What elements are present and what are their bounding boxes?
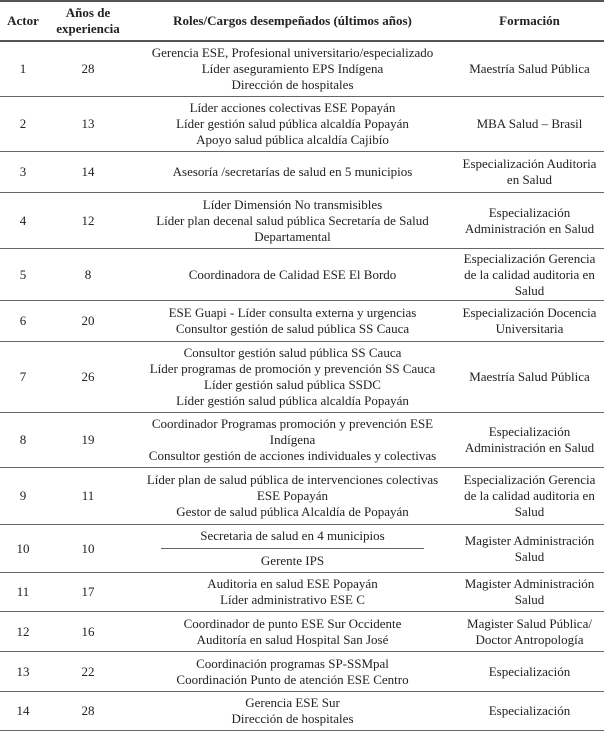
roles-list	[132, 195, 453, 247]
table-row	[0, 692, 604, 731]
formacion-line: en Salud	[506, 172, 553, 187]
formacion-cell	[455, 152, 604, 193]
formacion-line: Especialización	[488, 703, 571, 718]
role-line: Auditoria en salud ESE Popayán	[207, 576, 378, 591]
roles-cell	[130, 301, 455, 342]
role-line: Líder Dimensión No transmisibles	[202, 196, 383, 212]
years-cell: 28	[81, 61, 95, 76]
role-line: Asesoría /secretarías de salud en 5 municipios	[172, 164, 413, 179]
role-line: Coordinación programas SP-SSMpal	[196, 655, 389, 671]
roles-group	[132, 265, 453, 285]
formacion-line: Magister Administración	[464, 576, 595, 591]
formacion-line: Maestría Salud Pública	[469, 369, 590, 384]
roles-cell	[130, 249, 455, 301]
table-row	[0, 342, 604, 413]
roles-list	[132, 654, 453, 690]
formacion-line: Especialización	[488, 663, 571, 679]
roles-list	[132, 614, 453, 650]
years-cell: 28	[81, 703, 95, 718]
table-row	[0, 97, 604, 152]
actor-cell: 12	[16, 623, 30, 639]
role-line: Coordinador Programas promoción y prevención ESE	[151, 416, 434, 431]
table-row	[0, 413, 604, 468]
formacion-cell	[455, 342, 604, 413]
roles-cell	[130, 525, 455, 573]
role-line: Dirección de hospitales	[231, 711, 354, 726]
formacion-line: Doctor Antropología	[475, 631, 584, 647]
actor-cell: 9	[19, 488, 27, 503]
formacion-cell	[455, 41, 604, 97]
header-years: Años de experiencia	[56, 5, 120, 36]
formacion-line: Especialización Gerencia	[463, 472, 596, 487]
table-row	[0, 573, 604, 612]
formacion-line: Maestría Salud Pública	[469, 61, 590, 76]
role-line: ESE Popayán	[256, 488, 329, 503]
table-row	[0, 152, 604, 193]
formacion-cell	[455, 249, 604, 301]
role-line: Líder programas de promoción y prevención SS Cauca	[149, 361, 436, 376]
roles-cell	[130, 97, 455, 152]
role-line: Líder plan decenal salud pública Secretaría de Salud	[156, 212, 429, 228]
roles-group	[132, 470, 453, 522]
roles-cell	[130, 193, 455, 249]
header-actor: Actor	[7, 13, 39, 28]
role-line: Líder plan de salud pública de intervenciones colectivas	[146, 472, 439, 487]
formacion-line: de la calidad auditoria en	[464, 488, 595, 503]
formacion-cell	[455, 612, 604, 652]
table-row	[0, 301, 604, 342]
formacion-line: Especialización Gerencia	[463, 250, 596, 266]
actor-cell: 13	[16, 663, 30, 679]
actor-cell: 2	[19, 116, 27, 131]
roles-group	[132, 551, 453, 571]
role-line: Gerente IPS	[260, 553, 325, 568]
roles-group	[132, 43, 453, 95]
years-cell: 8	[84, 266, 92, 282]
formacion-line: Salud	[514, 592, 545, 607]
years-cell: 17	[81, 584, 95, 599]
roles-cell	[130, 41, 455, 97]
formacion-cell	[455, 573, 604, 612]
roles-list	[132, 693, 453, 729]
roles-group	[132, 614, 453, 650]
actor-cell: 14	[16, 703, 30, 718]
role-line: Departamental	[254, 228, 331, 244]
roles-list	[132, 265, 453, 285]
formacion-cell	[455, 652, 604, 692]
formacion-line: Administración en Salud	[464, 440, 595, 455]
roles-list	[132, 343, 453, 411]
actor-cell: 3	[19, 164, 27, 179]
roles-divider	[161, 548, 424, 549]
role-line: Indígena	[269, 432, 316, 447]
years-cell: 26	[81, 369, 95, 384]
formacion-line: Magister Salud Pública/	[467, 615, 592, 631]
roles-cell	[130, 652, 455, 692]
table-row	[0, 468, 604, 525]
roles-list	[132, 303, 453, 339]
formacion-line: Especialización Auditoria	[462, 156, 597, 171]
roles-group	[132, 343, 453, 411]
years-cell: 19	[81, 432, 95, 447]
actor-cell: 10	[16, 540, 30, 556]
roles-group	[132, 654, 453, 690]
formacion-line: MBA Salud – Brasil	[476, 116, 583, 131]
role-line: Coordinadora de Calidad ESE El Bordo	[188, 266, 397, 282]
roles-cell	[130, 413, 455, 468]
roles-list	[132, 526, 453, 571]
formacion-line: Salud	[514, 504, 545, 519]
role-line: Consultor gestión de salud pública SS Cauca	[175, 321, 410, 336]
actor-cell: 1	[19, 61, 27, 76]
roles-cell	[130, 612, 455, 652]
actor-cell: 7	[19, 369, 27, 384]
roles-list	[132, 162, 453, 182]
role-line: Líder gestión salud pública SSDC	[204, 377, 381, 392]
roles-list	[132, 43, 453, 95]
actor-cell: 8	[19, 432, 27, 447]
role-line: Líder gestión salud pública alcaldía Popayán	[176, 116, 409, 131]
role-line: Auditoría en salud Hospital San José	[196, 631, 389, 647]
formacion-line: Especialización Docencia	[462, 305, 597, 320]
table-body	[0, 41, 604, 731]
table-row	[0, 612, 604, 652]
roles-cell	[130, 573, 455, 612]
roles-cell	[130, 342, 455, 413]
years-cell: 13	[81, 116, 95, 131]
roles-group	[132, 693, 453, 729]
actor-cell: 5	[19, 266, 27, 282]
role-line: Secretaria de salud en 4 municipios	[200, 528, 385, 543]
role-line: Gestor de salud pública Alcaldía de Popayán	[176, 504, 409, 519]
header-row	[0, 1, 604, 41]
table-row	[0, 193, 604, 249]
formacion-cell	[455, 301, 604, 342]
formacion-line: Universitaria	[495, 321, 564, 336]
table-row	[0, 41, 604, 97]
roles-group	[132, 162, 453, 182]
formacion-cell	[455, 97, 604, 152]
role-line: Líder aseguramiento EPS Indígena	[201, 61, 384, 76]
formacion-line: Especialización	[488, 204, 571, 220]
formacion-line: Administración en Salud	[464, 220, 595, 236]
table-header	[0, 1, 604, 41]
actor-cell: 6	[19, 313, 27, 328]
role-line: Gerencia ESE, Profesional universitario/especializado	[151, 45, 434, 60]
roles-cell	[130, 692, 455, 731]
table-row	[0, 525, 604, 573]
role-line: Apoyo salud pública alcaldía Cajibío	[196, 132, 389, 147]
roles-list	[132, 414, 453, 466]
years-cell: 16	[81, 623, 95, 639]
roles-group	[132, 526, 453, 546]
header-roles: Roles/Cargos desempeñados (últimos años)	[173, 13, 412, 28]
actor-cell: 4	[19, 212, 27, 228]
formacion-line: Especialización	[488, 424, 571, 439]
years-cell: 10	[81, 540, 95, 556]
formacion-line: Salud	[514, 282, 545, 298]
role-line: Líder administrativo ESE C	[220, 592, 365, 607]
formacion-cell	[455, 193, 604, 249]
roles-group	[132, 574, 453, 610]
roles-group	[132, 303, 453, 339]
years-cell: 11	[81, 488, 95, 503]
formacion-line: de la calidad auditoria en	[464, 266, 595, 282]
formacion-cell	[455, 525, 604, 573]
formacion-line: Salud	[514, 548, 545, 564]
years-cell: 14	[81, 164, 95, 179]
role-line: Gerencia ESE Sur	[245, 695, 340, 710]
table-row	[0, 652, 604, 692]
role-line: Líder gestión salud pública alcaldía Popayán	[176, 393, 409, 408]
years-cell: 22	[81, 663, 95, 679]
role-line: Coordinación Punto de atención ESE Centro	[176, 671, 409, 687]
roles-cell	[130, 468, 455, 525]
role-line: Líder acciones colectivas ESE Popayán	[189, 100, 396, 115]
role-line: Dirección de hospitales	[231, 77, 354, 92]
header-formacion: Formación	[499, 13, 560, 28]
formacion-line: Magister Administración	[464, 532, 595, 548]
years-cell: 12	[81, 212, 95, 228]
role-line: Consultor gestión salud pública SS Cauca	[183, 345, 402, 360]
roles-list	[132, 574, 453, 610]
roles-cell	[130, 152, 455, 193]
roles-list	[132, 98, 453, 150]
formacion-cell	[455, 413, 604, 468]
table-row	[0, 249, 604, 301]
formacion-cell	[455, 468, 604, 525]
roles-group	[132, 195, 453, 247]
actor-cell: 11	[16, 584, 30, 599]
roles-list	[132, 470, 453, 522]
years-cell: 20	[81, 313, 95, 328]
roles-group	[132, 414, 453, 466]
role-line: Consultor gestión de acciones individuales y colectivas	[148, 448, 437, 463]
role-line: Coordinador de punto ESE Sur Occidente	[183, 615, 402, 631]
formacion-cell	[455, 692, 604, 731]
roles-group	[132, 98, 453, 150]
role-line: ESE Guapi - Líder consulta externa y urgencias	[168, 305, 417, 320]
